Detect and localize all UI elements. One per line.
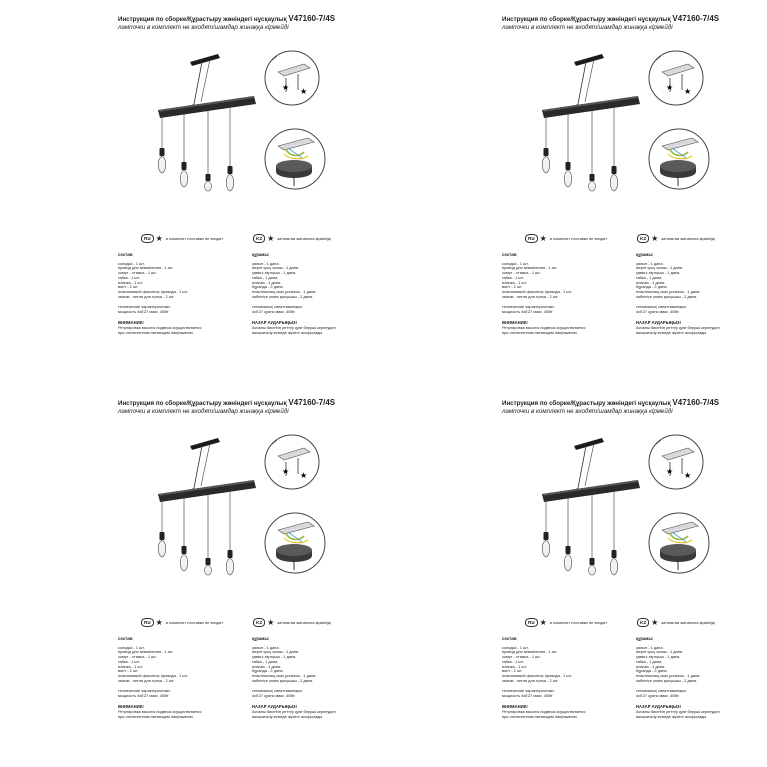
canopy-wiring-detail xyxy=(648,512,710,574)
list-item: колодка - 1 шт. xyxy=(118,644,145,650)
kz-contents-heading: құрамы: xyxy=(636,252,654,257)
list-item: провод для заземления - 1 шт. xyxy=(502,649,558,655)
list-item: қамыт-тартқыш - 1 дана. xyxy=(636,270,681,276)
pendant-lamp-illustration xyxy=(534,436,644,576)
ru-contents-column xyxy=(502,637,620,720)
list-item: жерге қосу сымы - 1 дана. xyxy=(252,649,300,655)
pendant-lamp-illustration xyxy=(534,52,644,192)
ru-language-badge: RU xyxy=(141,234,154,243)
ru-warning: ВНИМАНИЕ! Регулировка высоты подвеса осуществляется при отключенном питающем напряжении. xyxy=(118,703,202,720)
list-item: бұранда - 2 дана. xyxy=(636,284,668,290)
list-item: зажим - петля для троса - 2 шт. xyxy=(118,677,175,683)
lamp-socket-1 xyxy=(544,148,549,156)
list-item: қалып - 1 дана. xyxy=(252,260,280,266)
svg-text:★: ★ xyxy=(300,87,308,96)
list-item: қамыт-тартқыш - 1 дана. xyxy=(252,270,297,276)
list-item: пластикалық сым ұстағыш - 1 дана. xyxy=(636,288,701,294)
list-item: бұранда - 2 дана. xyxy=(636,668,668,674)
list-item: қамыт-тартқыш - 1 дана. xyxy=(252,654,297,660)
list-item: қалып - 1 дана. xyxy=(636,260,664,266)
kz-not-included-note: KZ ★ жеткізілім жинағына кірмейді xyxy=(637,234,715,243)
list-item: зажим - петля для троса - 2 шт. xyxy=(502,677,559,683)
ru-tech-specs: технические характеристики: мощность 4хЕ27 макс. 40Вт xyxy=(118,688,171,699)
star-icon: ★ xyxy=(539,618,547,627)
kz-contents-list xyxy=(636,646,754,684)
list-item: планка - 1 дана. xyxy=(636,663,666,669)
kz-warning: НАЗАР АУДАРЫҢЫЗ! Аспалы биіктігін реттеу қуат беруші кернеуден ажыратылу кезінде жүзеге асырылады. xyxy=(636,319,720,336)
ru-not-included-note: RU ★ в комплект поставки не входит xyxy=(141,234,223,243)
mounting-plate-detail xyxy=(264,50,320,106)
star-icon: ★ xyxy=(651,234,659,243)
list-item: колодка - 1 шт. xyxy=(502,644,529,650)
list-item: винт - 2 шт. xyxy=(502,284,523,290)
list-item: гайка - 1 дана. xyxy=(636,658,663,664)
list-item: жерге қосу сымы - 1 дана. xyxy=(636,649,684,655)
instruction-sheet xyxy=(384,0,767,383)
instruction-title: Инструкция по сборке/Құрастыру жөніндегі нұсқаулық V47160-7/4S xyxy=(502,14,720,23)
ru-contents-heading: состав: xyxy=(118,252,134,257)
ru-not-included-note: RU ★ в комплект поставки не входит xyxy=(525,234,607,243)
kz-tech-specs: техникалық сипаттамалары: 4хЕ27 қуаты макс. 40Вт. xyxy=(636,304,688,315)
ru-warning: ВНИМАНИЕ! Регулировка высоты подвеса осуществляется при отключенном питающем напряжении. xyxy=(118,319,202,336)
kz-tech-specs: техникалық сипаттамалары: 4хЕ27 қуаты макс. 40Вт. xyxy=(636,688,688,699)
list-item: планка - 1 дана. xyxy=(252,663,282,669)
ru-contents-heading: состав: xyxy=(502,252,518,257)
list-item: планка - 1 дана. xyxy=(252,279,282,285)
lamp-socket-1 xyxy=(544,532,549,540)
kz-contents-heading: құрамы: xyxy=(636,636,654,641)
list-item: пластиковый фиксатор провода - 1 шт. xyxy=(118,672,188,678)
list-item: пластикалық сым ұстағыш - 1 дана. xyxy=(252,288,317,294)
canopy-wiring-detail xyxy=(648,128,710,190)
pendant-lamp-illustration xyxy=(150,52,260,192)
list-item: гайка - 1 шт. xyxy=(502,274,524,280)
kz-language-badge: KZ xyxy=(253,234,265,243)
list-item: кабельге ілмек қысқышы - 2 дана. xyxy=(252,677,314,683)
list-item: винт - 2 шт. xyxy=(118,284,139,290)
canopy-wiring-detail xyxy=(264,128,326,190)
list-item: гайка - 1 шт. xyxy=(118,658,140,664)
instruction-title: Инструкция по сборке/Құрастыру жөніндегі нұсқаулық V47160-7/4S xyxy=(502,398,720,407)
ru-not-included-note: RU ★ в комплект поставки не входит xyxy=(525,618,607,627)
list-item: провод для заземления - 1 шт. xyxy=(118,265,174,271)
list-item: кабельге ілмек қысқышы - 2 дана. xyxy=(636,293,698,299)
list-item: пластикалық сым ұстағыш - 1 дана. xyxy=(636,672,701,678)
kz-contents-column xyxy=(636,637,754,720)
kz-language-badge: KZ xyxy=(637,234,649,243)
svg-text:★: ★ xyxy=(282,467,290,476)
bulbs-not-included-note: лампочки в комплект не входят/шамдар жинаққа кірмейді xyxy=(118,408,289,415)
star-icon: ★ xyxy=(155,618,163,627)
ru-warning: ВНИМАНИЕ! Регулировка высоты подвеса осуществляется при отключенном питающем напряжении. xyxy=(502,319,586,336)
kz-warning: НАЗАР АУДАРЫҢЫЗ! Аспалы биіктігін реттеу қуат беруші кернеуден ажыратылу кезінде жүзеге асырылады. xyxy=(252,319,336,336)
kz-contents-list xyxy=(252,646,370,684)
ru-language-badge: RU xyxy=(525,618,538,627)
kz-contents-column xyxy=(636,253,754,336)
list-item: гайка - 1 дана. xyxy=(252,274,279,280)
svg-text:★: ★ xyxy=(666,83,674,92)
list-item: планка - 1 шт. xyxy=(502,663,527,669)
list-item: провод для заземления - 1 шт. xyxy=(502,265,558,271)
ru-language-badge: RU xyxy=(141,618,154,627)
list-item: винт - 2 шт. xyxy=(118,668,139,674)
list-item: винт - 2 шт. xyxy=(502,668,523,674)
list-item: қамыт-тартқыш - 1 дана. xyxy=(636,654,681,660)
kz-contents-heading: құрамы: xyxy=(252,252,270,257)
kz-language-badge: KZ xyxy=(637,618,649,627)
kz-tech-specs: техникалық сипаттамалары: 4хЕ27 қуаты макс. 40Вт. xyxy=(252,688,304,699)
instruction-sheet xyxy=(0,0,383,383)
ru-contents-heading: состав: xyxy=(118,636,134,641)
list-item: планка - 1 шт. xyxy=(502,279,527,285)
kz-not-included-note: KZ ★ жеткізілім жинағына кірмейді xyxy=(253,618,331,627)
lamp-socket-1 xyxy=(160,148,165,156)
list-item: кабельге ілмек қысқышы - 2 дана. xyxy=(252,293,314,299)
list-item: кабельге ілмек қысқышы - 2 дана. xyxy=(636,677,698,683)
canopy-wiring-detail xyxy=(264,512,326,574)
list-item: жерге қосу сымы - 1 дана. xyxy=(636,265,684,271)
svg-text:★: ★ xyxy=(684,471,692,480)
ru-contents-column xyxy=(118,253,236,336)
list-item: гайка - 1 шт. xyxy=(502,658,524,664)
list-item: хомут - стяжка - 1 шт. xyxy=(502,654,541,660)
list-item: зажим - петля для троса - 2 шт. xyxy=(502,293,559,299)
bulbs-not-included-note: лампочки в комплект не входят/шамдар жинаққа кірмейді xyxy=(502,24,673,31)
list-item: планка - 1 дана. xyxy=(636,279,666,285)
list-item: колодка - 1 шт. xyxy=(502,260,529,266)
list-item: хомут - стяжка - 1 шт. xyxy=(118,654,157,660)
star-icon: ★ xyxy=(651,618,659,627)
ru-contents-list xyxy=(118,646,236,684)
pendant-lamp-illustration xyxy=(150,436,260,576)
kz-contents-list xyxy=(636,262,754,300)
list-item: гайка - 1 шт. xyxy=(118,274,140,280)
ru-tech-specs: технические характеристики: мощность 4хЕ27 макс. 40Вт xyxy=(502,688,555,699)
ru-warning: ВНИМАНИЕ! Регулировка высоты подвеса осуществляется при отключенном питающем напряжении. xyxy=(502,703,586,720)
ru-language-badge: RU xyxy=(525,234,538,243)
list-item: пластиковый фиксатор провода - 1 шт. xyxy=(502,672,572,678)
bulbs-not-included-note: лампочки в комплект не входят/шамдар жинаққа кірмейді xyxy=(502,408,673,415)
list-item: хомут - стяжка - 1 шт. xyxy=(502,270,541,276)
ru-tech-specs: технические характеристики: мощность 4хЕ27 макс. 40Вт xyxy=(502,304,555,315)
list-item: провод для заземления - 1 шт. xyxy=(118,649,174,655)
kz-contents-column xyxy=(252,637,370,720)
ru-tech-specs: технические характеристики: мощность 4хЕ27 макс. 40Вт xyxy=(118,304,171,315)
star-icon: ★ xyxy=(539,234,547,243)
mounting-plate-detail xyxy=(264,434,320,490)
ru-contents-column xyxy=(118,637,236,720)
svg-text:★: ★ xyxy=(300,471,308,480)
kz-tech-specs: техникалық сипаттамалары: 4хЕ27 қуаты макс. 40Вт. xyxy=(252,304,304,315)
svg-text:★: ★ xyxy=(684,87,692,96)
ru-contents-list xyxy=(502,646,620,684)
kz-not-included-note: KZ ★ жеткізілім жинағына кірмейді xyxy=(253,234,331,243)
ru-contents-list xyxy=(118,262,236,300)
kz-contents-column xyxy=(252,253,370,336)
list-item: қалып - 1 дана. xyxy=(636,644,664,650)
list-item: колодка - 1 шт. xyxy=(118,260,145,266)
list-item: планка - 1 шт. xyxy=(118,279,143,285)
list-item: пластиковый фиксатор провода - 1 шт. xyxy=(118,288,188,294)
list-item: хомут - стяжка - 1 шт. xyxy=(118,270,157,276)
instruction-title: Инструкция по сборке/Құрастыру жөніндегі нұсқаулық V47160-7/4S xyxy=(118,14,336,23)
kz-not-included-note: KZ ★ жеткізілім жинағына кірмейді xyxy=(637,618,715,627)
kz-warning: НАЗАР АУДАРЫҢЫЗ! Аспалы биіктігін реттеу қуат беруші кернеуден ажыратылу кезінде жүзеге асырылады. xyxy=(636,703,720,720)
list-item: планка - 1 шт. xyxy=(118,663,143,669)
svg-text:★: ★ xyxy=(282,83,290,92)
mounting-plate-detail xyxy=(648,434,704,490)
mounting-plate-detail xyxy=(648,50,704,106)
instruction-title: Инструкция по сборке/Құрастыру жөніндегі нұсқаулық V47160-7/4S xyxy=(118,398,336,407)
kz-language-badge: KZ xyxy=(253,618,265,627)
list-item: гайка - 1 дана. xyxy=(636,274,663,280)
kz-contents-list xyxy=(252,262,370,300)
list-item: бұранда - 2 дана. xyxy=(252,668,284,674)
instruction-sheet xyxy=(0,384,383,767)
bulbs-not-included-note: лампочки в комплект не входят/шамдар жинаққа кірмейді xyxy=(118,24,289,31)
ru-contents-list xyxy=(502,262,620,300)
list-item: пластикалық сым ұстағыш - 1 дана. xyxy=(252,672,317,678)
ru-not-included-note: RU ★ в комплект поставки не входит xyxy=(141,618,223,627)
list-item: қалып - 1 дана. xyxy=(252,644,280,650)
list-item: гайка - 1 дана. xyxy=(252,658,279,664)
star-icon: ★ xyxy=(267,234,275,243)
lamp-socket-1 xyxy=(160,532,165,540)
star-icon: ★ xyxy=(155,234,163,243)
instruction-sheet xyxy=(384,384,767,767)
kz-warning: НАЗАР АУДАРЫҢЫЗ! Аспалы биіктігін реттеу қуат беруші кернеуден ажыратылу кезінде жүзеге асырылады. xyxy=(252,703,336,720)
list-item: бұранда - 2 дана. xyxy=(252,284,284,290)
list-item: пластиковый фиксатор провода - 1 шт. xyxy=(502,288,572,294)
ru-contents-column xyxy=(502,253,620,336)
ru-contents-heading: состав: xyxy=(502,636,518,641)
list-item: зажим - петля для троса - 2 шт. xyxy=(118,293,175,299)
list-item: жерге қосу сымы - 1 дана. xyxy=(252,265,300,271)
kz-contents-heading: құрамы: xyxy=(252,636,270,641)
star-icon: ★ xyxy=(267,618,275,627)
svg-text:★: ★ xyxy=(666,467,674,476)
